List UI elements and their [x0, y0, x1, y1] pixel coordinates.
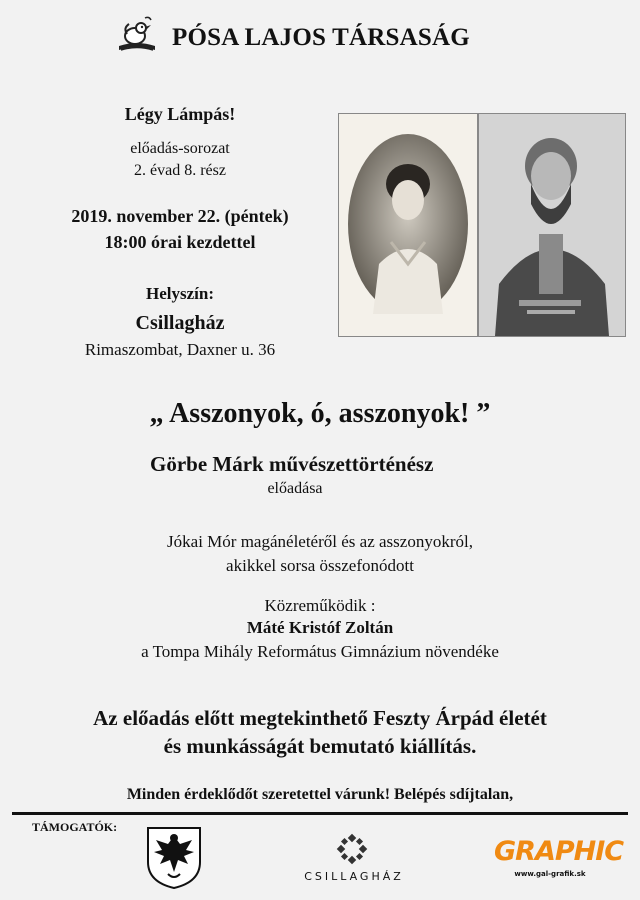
series-title: Légy Lámpás!: [124, 104, 236, 124]
contributor-name: Máté Kristóf Zoltán: [246, 618, 394, 637]
event-date: 2019. november 22. (péntek): [71, 206, 289, 226]
csillaghaz-star-logo-icon: [336, 833, 368, 865]
lecture-title: „ Asszonyok, ó, asszonyok! ”: [149, 398, 491, 429]
graphic-logo-text: GRAPHIC: [494, 836, 624, 867]
speaker-name: Görbe Márk művészettörténész: [150, 452, 434, 476]
sponsors-label: TÁMOGATÓK:: [32, 820, 118, 834]
topic-line-1: Jókai Mór magánéletéről és az asszonyokról,: [167, 532, 473, 551]
series-episode: 2. évad 8. rész: [134, 162, 226, 179]
topic-line-2: akikkel sorsa összefonódott: [226, 556, 414, 575]
event-time: 18:00 órai kezdettel: [104, 232, 256, 252]
speaker-role: előadása: [267, 480, 323, 497]
venue-label: Helyszín:: [146, 284, 214, 303]
csillaghaz-logo-text: CSILLAGHÁZ: [304, 870, 404, 883]
exhibition-line-1: Az előadás előtt megtekinthető Feszty Árpád életét: [93, 706, 547, 730]
contributor-school: a Tompa Mihály Református Gimnázium növendéke: [141, 642, 499, 661]
organization-name: PÓSA LAJOS TÁRSASÁG: [172, 24, 470, 51]
welcome-text: Minden érdeklődőt szeretettel várunk! Belépés sdíjtalan,: [126, 786, 514, 803]
portrait-photo-woman: [338, 113, 478, 337]
venue-address: Rimaszombat, Daxner u. 36: [84, 340, 276, 359]
footer-divider: [12, 812, 628, 815]
portrait-photo-man: [478, 113, 626, 337]
graphic-logo-url: www.gal-grafik.sk: [514, 870, 586, 878]
coat-of-arms-eagle-icon: [146, 826, 202, 890]
series-subtitle: előadás-sorozat: [130, 140, 230, 157]
contributor-label: Közreműködik :: [264, 596, 376, 615]
book-bird-logo-icon: [115, 14, 159, 58]
venue-name: Csillagház: [135, 312, 225, 334]
exhibition-line-2: és munkásságát bemutató kiállítás.: [163, 734, 477, 758]
